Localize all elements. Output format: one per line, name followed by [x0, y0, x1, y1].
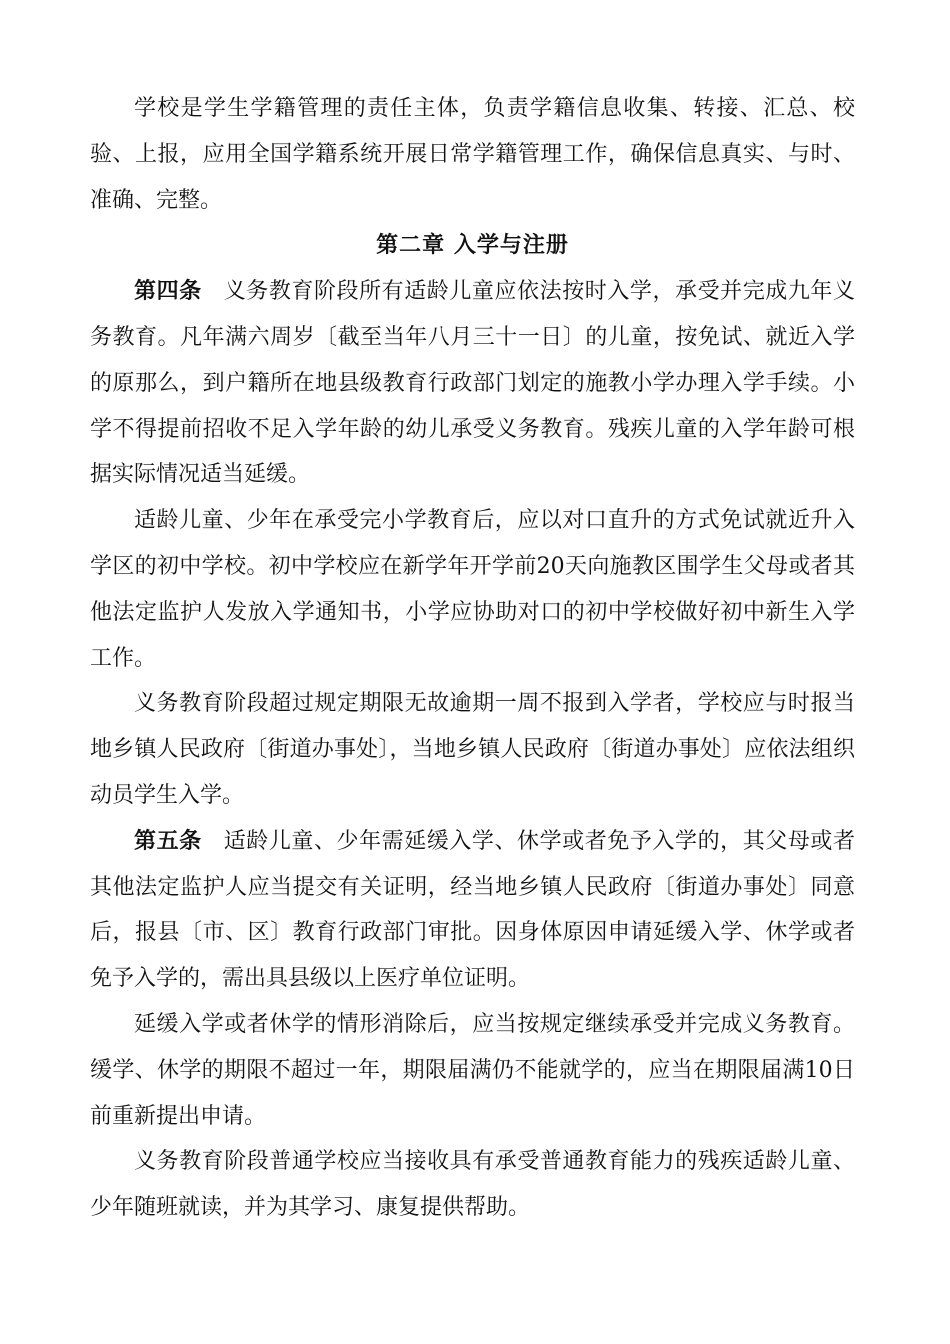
article-4	[90, 269, 855, 498]
paragraph-disabled-children-inclusion: 义务教育阶段普通学校应当接收具有承受普通教育能力的残疾适龄儿童、少年随班就读，并为其学习、康复提供帮助。	[90, 1149, 855, 1221]
article-4-label: 第四条	[134, 279, 202, 305]
article-4-text: 义务教育阶段所有适龄儿童应依法按时入学，承受并完成九年义务教育。凡年满六周岁〔截至当年八月三十一日〕的儿童，按免试、就近入学的原那么，到户籍所在地县级教育行政部门划定的施教小学办理入学手续。小学不得提前招收不足入学年龄的幼儿承受义务教育。残疾儿童的入学年龄可根据实际情况适当延缓。	[90, 279, 855, 488]
paragraph-overdue-enrollment: 义务教育阶段超过规定期限无故逾期一周不报到入学者，学校应与时报当地乡镇人民政府〔街道办事处〕，当地乡镇人民政府〔街道办事处〕应依法组织动员学生入学。	[90, 691, 855, 808]
paragraph-deferral-ended: 延缓入学或者休学的情形消除后，应当按规定继续承受并完成义务教育。缓学、休学的期限不超过一年，期限届满仍不能就学的，应当在期限届满10日前重新提出申请。	[90, 1011, 855, 1129]
article-5-text: 适龄儿童、少年需延缓入学、休学或者免予入学的，其父母或者其他法定监护人应当提交有关证明，经当地乡镇人民政府〔街道办事处〕同意后，报县〔市、区〕教育行政部门审批。因身体原因申请延缓入学、休学或者免予入学的，需出具县级以上医疗单位证明。	[90, 828, 855, 992]
document-body	[90, 86, 855, 1231]
chapter-heading: 第二章 入学与注册	[376, 233, 569, 259]
article-5	[90, 819, 855, 1002]
paragraph-student-records-responsibility: 学校是学生学籍管理的责任主体，负责学籍信息收集、转接、汇总、校验、上报，应用全国学籍系统开展日常学籍管理工作，确保信息真实、与时、准确、完整。	[90, 96, 855, 213]
paragraph-junior-school-admission: 适龄儿童、少年在承受完小学教育后，应以对口直升的方式免试就近升入学区的初中学校。初中学校应在新学年开学前20天向施教区围学生父母或者其他法定监护人发放入学通知书，小学应协助对口的初中学校做好初中新生入学工作。	[90, 508, 855, 671]
article-5-label: 第五条	[134, 828, 202, 854]
